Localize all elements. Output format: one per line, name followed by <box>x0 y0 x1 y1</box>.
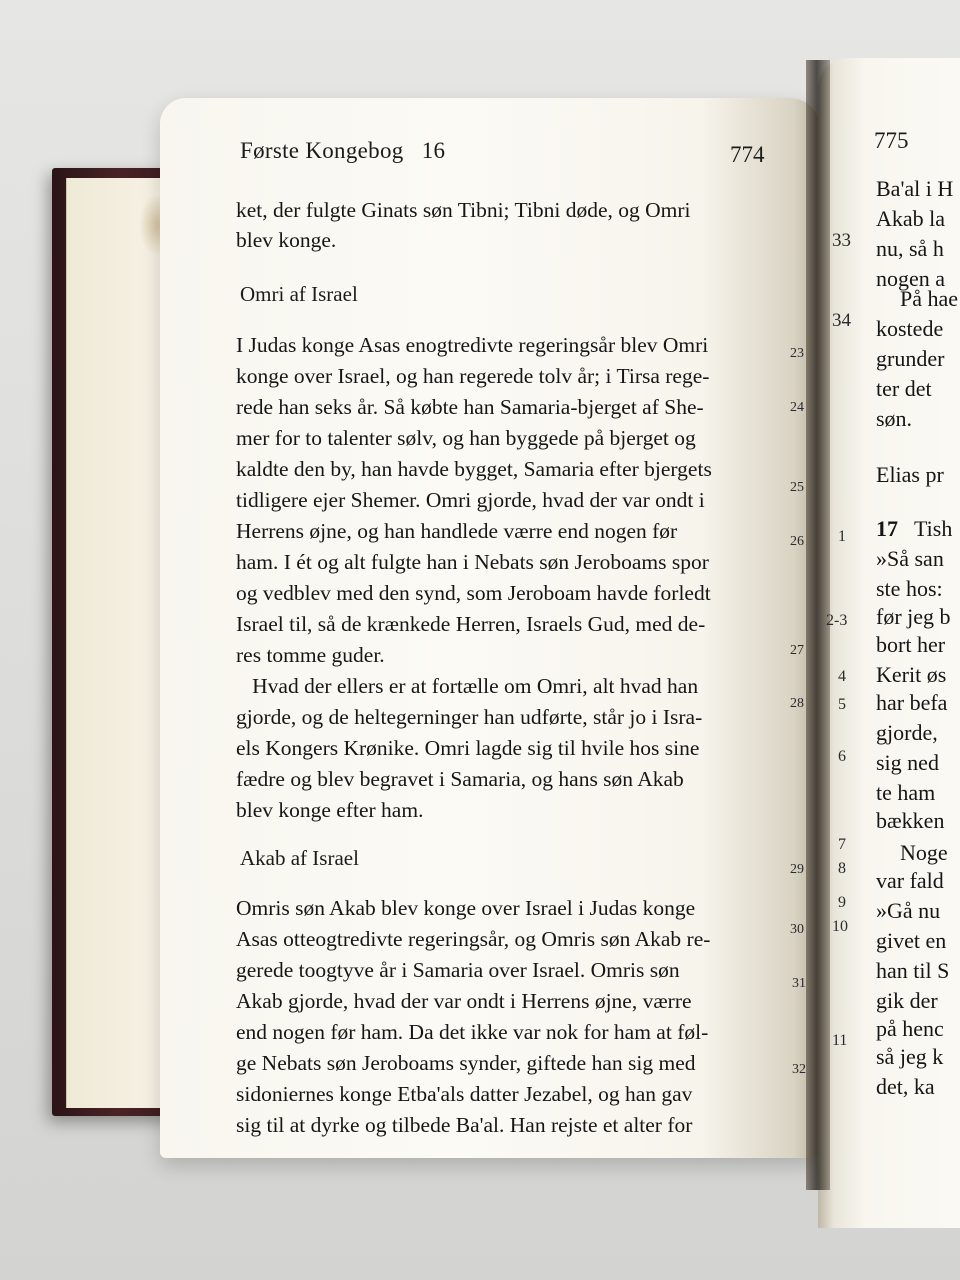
text-fragment: har befa <box>876 690 948 715</box>
text-fragment: var fald <box>876 868 944 893</box>
text-line: blev konge. <box>236 228 337 252</box>
text-fragment: nu, så h <box>876 236 944 261</box>
text-fragment: ter det <box>876 376 932 401</box>
verse-number: 7 <box>838 836 846 853</box>
verse-number: 6 <box>838 748 846 765</box>
verse-number: 31 <box>792 976 806 991</box>
verse-number: 29 <box>790 862 804 877</box>
text-fragment: På hae <box>900 286 959 311</box>
text-fragment: »Så san <box>876 546 944 571</box>
verse-number: 24 <box>790 400 804 415</box>
text-line: blev konge efter ham. <box>236 798 424 822</box>
left-page-number: 774 <box>730 142 765 167</box>
verse-number: 30 <box>790 922 804 937</box>
verse-number: 2-3 <box>826 612 848 629</box>
verse-number: 11 <box>832 1032 848 1049</box>
right-page-number: 775 <box>874 128 909 153</box>
verse-number: 8 <box>838 860 846 877</box>
text-line: Herrens øjne, og han handlede værre end nogen før <box>236 519 678 543</box>
text-fragment: Elias pr <box>876 462 944 487</box>
verse-number: 25 <box>790 480 804 495</box>
text-line: els Kongers Krønike. Omri lagde sig til hvile hos sine <box>236 736 700 760</box>
text-line: Hvad der ellers er at fortælle om Omri, alt hvad han <box>236 674 699 698</box>
text-line: end nogen før ham. Da det ikke var nok for ham at føl- <box>236 1020 709 1044</box>
verse-number: 28 <box>790 696 804 711</box>
verse-number: 32 <box>792 1062 806 1077</box>
text-fragment: på henc <box>876 1016 944 1041</box>
text-line: ham. I ét og alt fulgte han i Nebats søn Jeroboams spor <box>236 550 709 574</box>
text-line: gerede toogtyve år i Samaria over Israel. Omris søn <box>236 958 680 982</box>
verse-number: 26 <box>790 534 804 549</box>
text-line: fædre og blev begravet i Samaria, og hans søn Akab <box>236 767 684 791</box>
text-fragment: nogen a <box>876 266 946 291</box>
verse-number: 10 <box>832 918 848 935</box>
text-fragment: det, ka <box>876 1074 935 1099</box>
verse-number: 23 <box>790 346 804 361</box>
running-head: Første Kongebog 16 <box>240 138 446 163</box>
verse-number: 5 <box>838 696 846 713</box>
text-line: tidligere ejer Shemer. Omri gjorde, hvad der var ondt i <box>236 488 705 512</box>
text-fragment: bækken <box>876 808 945 833</box>
text-line: rede han seks år. Så købte han Samaria-bjerget af She- <box>236 395 704 419</box>
text-line: kaldte den by, han havde bygget, Samaria efter bjergets <box>236 457 712 481</box>
text-fragment: grunder <box>876 346 945 371</box>
text-fragment: ste hos: <box>876 576 943 601</box>
verse-number: 1 <box>838 528 846 545</box>
text-fragment: gik der <box>876 988 938 1013</box>
text-fragment: før jeg b <box>876 604 951 629</box>
text-line: konge over Israel, og han regerede tolv år; i Tirsa rege- <box>236 364 710 388</box>
text-fragment: »Gå nu <box>876 898 941 923</box>
text-fragment: givet en <box>876 928 947 953</box>
text-fragment: så jeg k <box>876 1044 944 1069</box>
text-fragment: Akab la <box>876 206 946 231</box>
text-fragment: han til S <box>876 958 950 983</box>
text-fragment: Tish <box>914 516 953 541</box>
text-fragment: søn. <box>876 406 913 431</box>
text-line: mer for to talenter sølv, og han byggede på bjerget og <box>236 426 696 450</box>
text-line: Asas otteogtredivte regeringsår, og Omris søn Akab re- <box>236 927 711 951</box>
text-fragment: Kerit øs <box>876 662 947 687</box>
text-line: og vedblev med den synd, som Jeroboam havde forledt <box>236 581 711 605</box>
text-line: Omris søn Akab blev konge over Israel i Judas konge <box>236 896 696 920</box>
section-heading-omri: Omri af Israel <box>240 282 358 306</box>
verse-number: 34 <box>832 310 851 331</box>
text-fragment: Ba'al i H <box>876 176 954 201</box>
text-line: sidoniernes konge Etba'als datter Jezabel, og han gav <box>236 1082 693 1106</box>
text-line: res tomme guder. <box>236 643 385 667</box>
text-line: ge Nebats søn Jeroboams synder, giftede han sig med <box>236 1051 696 1075</box>
text-line: Israel til, så de krænkede Herren, Israels Gud, med de- <box>236 612 706 636</box>
text-line: sig til at dyrke og tilbede Ba'al. Han rejste et alter for <box>236 1113 693 1137</box>
text-line: I Judas konge Asas enogtredivte regeringsår blev Omri <box>236 333 709 357</box>
verse-number: 9 <box>838 894 846 911</box>
verse-number: 33 <box>832 230 851 251</box>
verse-number: 4 <box>838 668 846 685</box>
text-fragment: te ham <box>876 780 936 805</box>
text-fragment: gjorde, <box>876 720 938 745</box>
section-heading-akab: Akab af Israel <box>240 846 359 870</box>
text-fragment: sig ned <box>876 750 939 775</box>
text-line: gjorde, og de heltegerninger han udførte, står jo i Isra- <box>236 705 703 729</box>
verse-number: 27 <box>790 643 804 658</box>
text-fragment: kostede <box>876 316 944 341</box>
text-line: Akab gjorde, hvad der var ondt i Herrens øjne, værre <box>236 989 692 1013</box>
text-fragment: Noge <box>900 840 948 865</box>
text-line: ket, der fulgte Ginats søn Tibni; Tibni døde, og Omri <box>236 198 691 222</box>
text-fragment: bort her <box>876 632 946 657</box>
chapter-number: 17 <box>876 516 898 541</box>
